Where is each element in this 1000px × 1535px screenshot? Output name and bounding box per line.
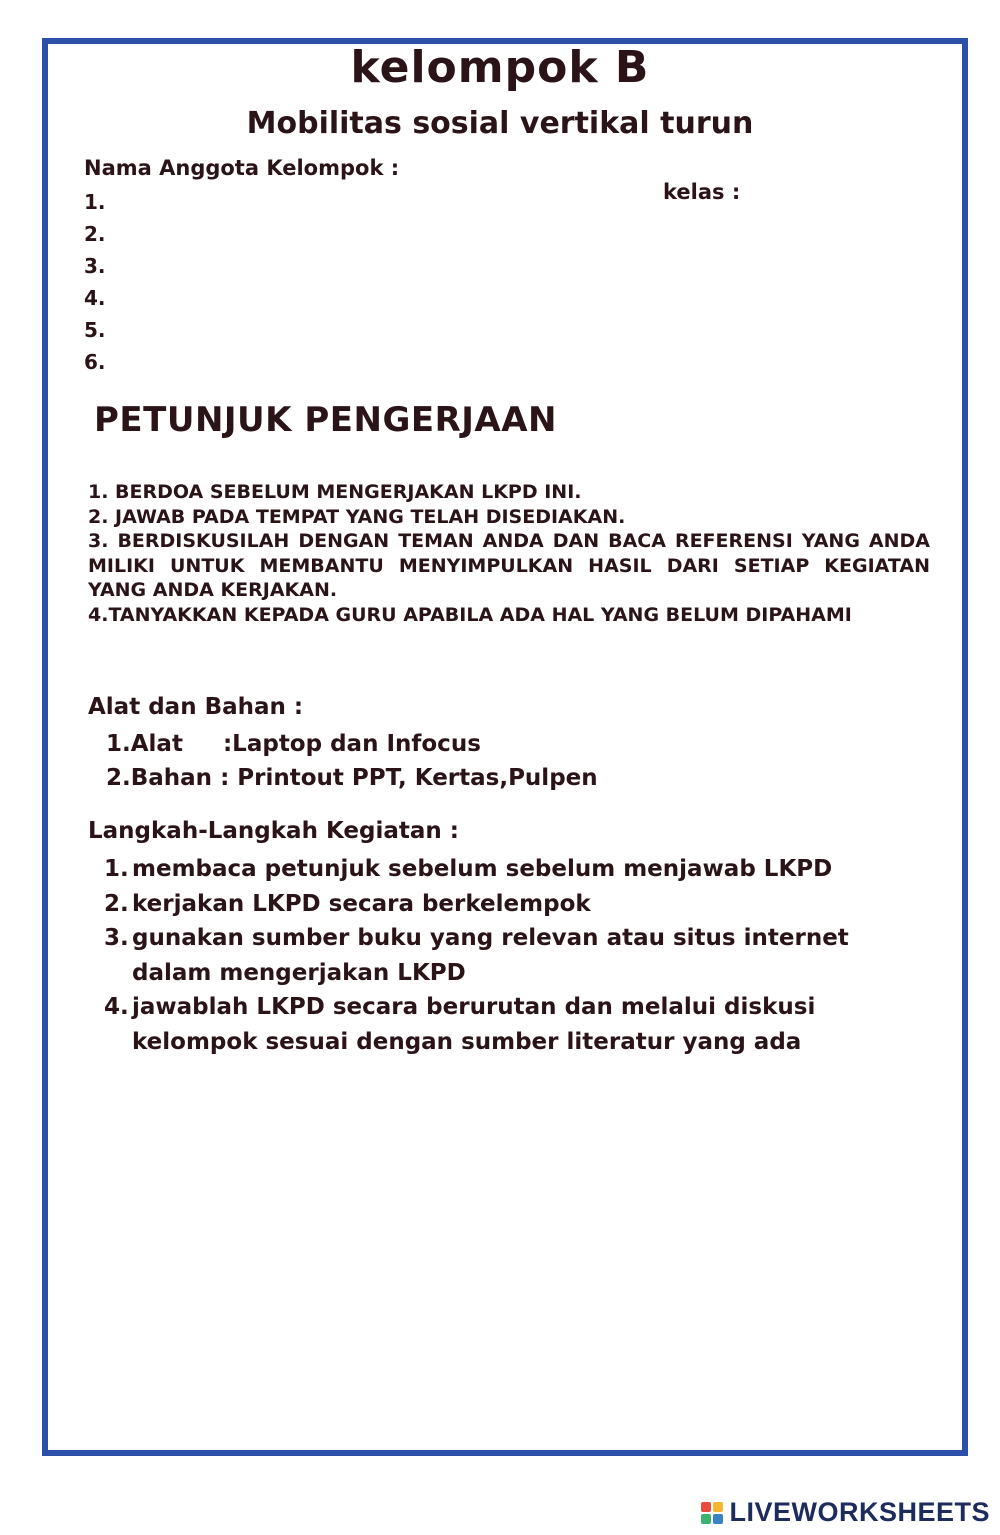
step-number: 1. bbox=[104, 856, 129, 882]
logo-square-yellow bbox=[713, 1502, 723, 1512]
steps-list bbox=[104, 852, 904, 1059]
instruction-item-4: 4.TANYAKKAN KEPADA GURU APABILA ADA HAL YANG BELUM DIPAHAMI bbox=[88, 603, 852, 626]
liveworksheets-brand[interactable] bbox=[701, 1497, 990, 1528]
step-text: membaca petunjuk sebelum sebelum menjawab LKPD bbox=[132, 856, 833, 882]
member-number-1: 1. bbox=[84, 190, 106, 214]
logo-square-green bbox=[701, 1514, 711, 1524]
tools-list bbox=[106, 728, 598, 796]
page-subtitle: Mobilitas sosial vertikal turun bbox=[246, 106, 754, 141]
page-title: kelompok B bbox=[350, 42, 650, 93]
instructions-list bbox=[88, 480, 930, 627]
members-label: Nama Anggota Kelompok : bbox=[84, 156, 400, 180]
member-number-5: 5. bbox=[84, 318, 106, 342]
logo-square-red bbox=[701, 1502, 711, 1512]
instruction-item-1: 1. BERDOA SEBELUM MENGERJAKAN LKPD INI. bbox=[88, 481, 582, 503]
member-list bbox=[84, 188, 106, 380]
step-item-4 bbox=[104, 990, 904, 1059]
steps-heading: Langkah-Langkah Kegiatan : bbox=[88, 818, 459, 844]
step-text: gunakan sumber buku yang relevan atau situs internet dalam mengerjakan LKPD bbox=[132, 925, 849, 986]
member-number-2: 2. bbox=[84, 222, 106, 246]
step-text: kerjakan LKPD secara berkelempok bbox=[132, 890, 591, 917]
instruction-item-2: 2. JAWAB PADA TEMPAT YANG TELAH DISEDIAKAN. bbox=[88, 505, 626, 528]
tools-heading: Alat dan Bahan : bbox=[88, 694, 304, 720]
logo-square-blue bbox=[713, 1514, 723, 1524]
liveworksheets-logo-text: LIVEWORKSHEETS bbox=[729, 1497, 990, 1527]
tools-item-bahan: 2.Bahan : Printout PPT, Kertas,Pulpen bbox=[106, 765, 598, 791]
step-item-1 bbox=[104, 852, 904, 887]
step-number: 3. bbox=[104, 925, 129, 951]
member-number-6: 6. bbox=[84, 350, 106, 374]
step-item-2 bbox=[104, 887, 904, 922]
kelas-label: kelas : bbox=[663, 180, 741, 204]
instructions-heading: PETUNJUK PENGERJAAN bbox=[94, 400, 557, 440]
step-item-3 bbox=[104, 921, 904, 990]
tools-item-alat: 1.Alat :Laptop dan Infocus bbox=[106, 731, 481, 757]
step-text: jawablah LKPD secara berurutan dan melalui diskusi kelompok sesuai dengan sumber literatur yang ada bbox=[132, 994, 816, 1055]
instruction-item-3: 3. BERDISKUSILAH DENGAN TEMAN ANDA DAN BACA REFERENSI YANG ANDA MILIKI UNTUK MEMBANTU MENYIMPULKAN HASIL DARI SETIAP KEGIATAN YANG ANDA KERJAKAN. bbox=[88, 530, 930, 601]
step-number: 2. bbox=[104, 890, 129, 917]
step-number: 4. bbox=[104, 994, 129, 1020]
member-number-3: 3. bbox=[84, 254, 106, 278]
liveworksheets-logo-icon bbox=[701, 1502, 723, 1524]
member-number-4: 4. bbox=[84, 286, 106, 310]
